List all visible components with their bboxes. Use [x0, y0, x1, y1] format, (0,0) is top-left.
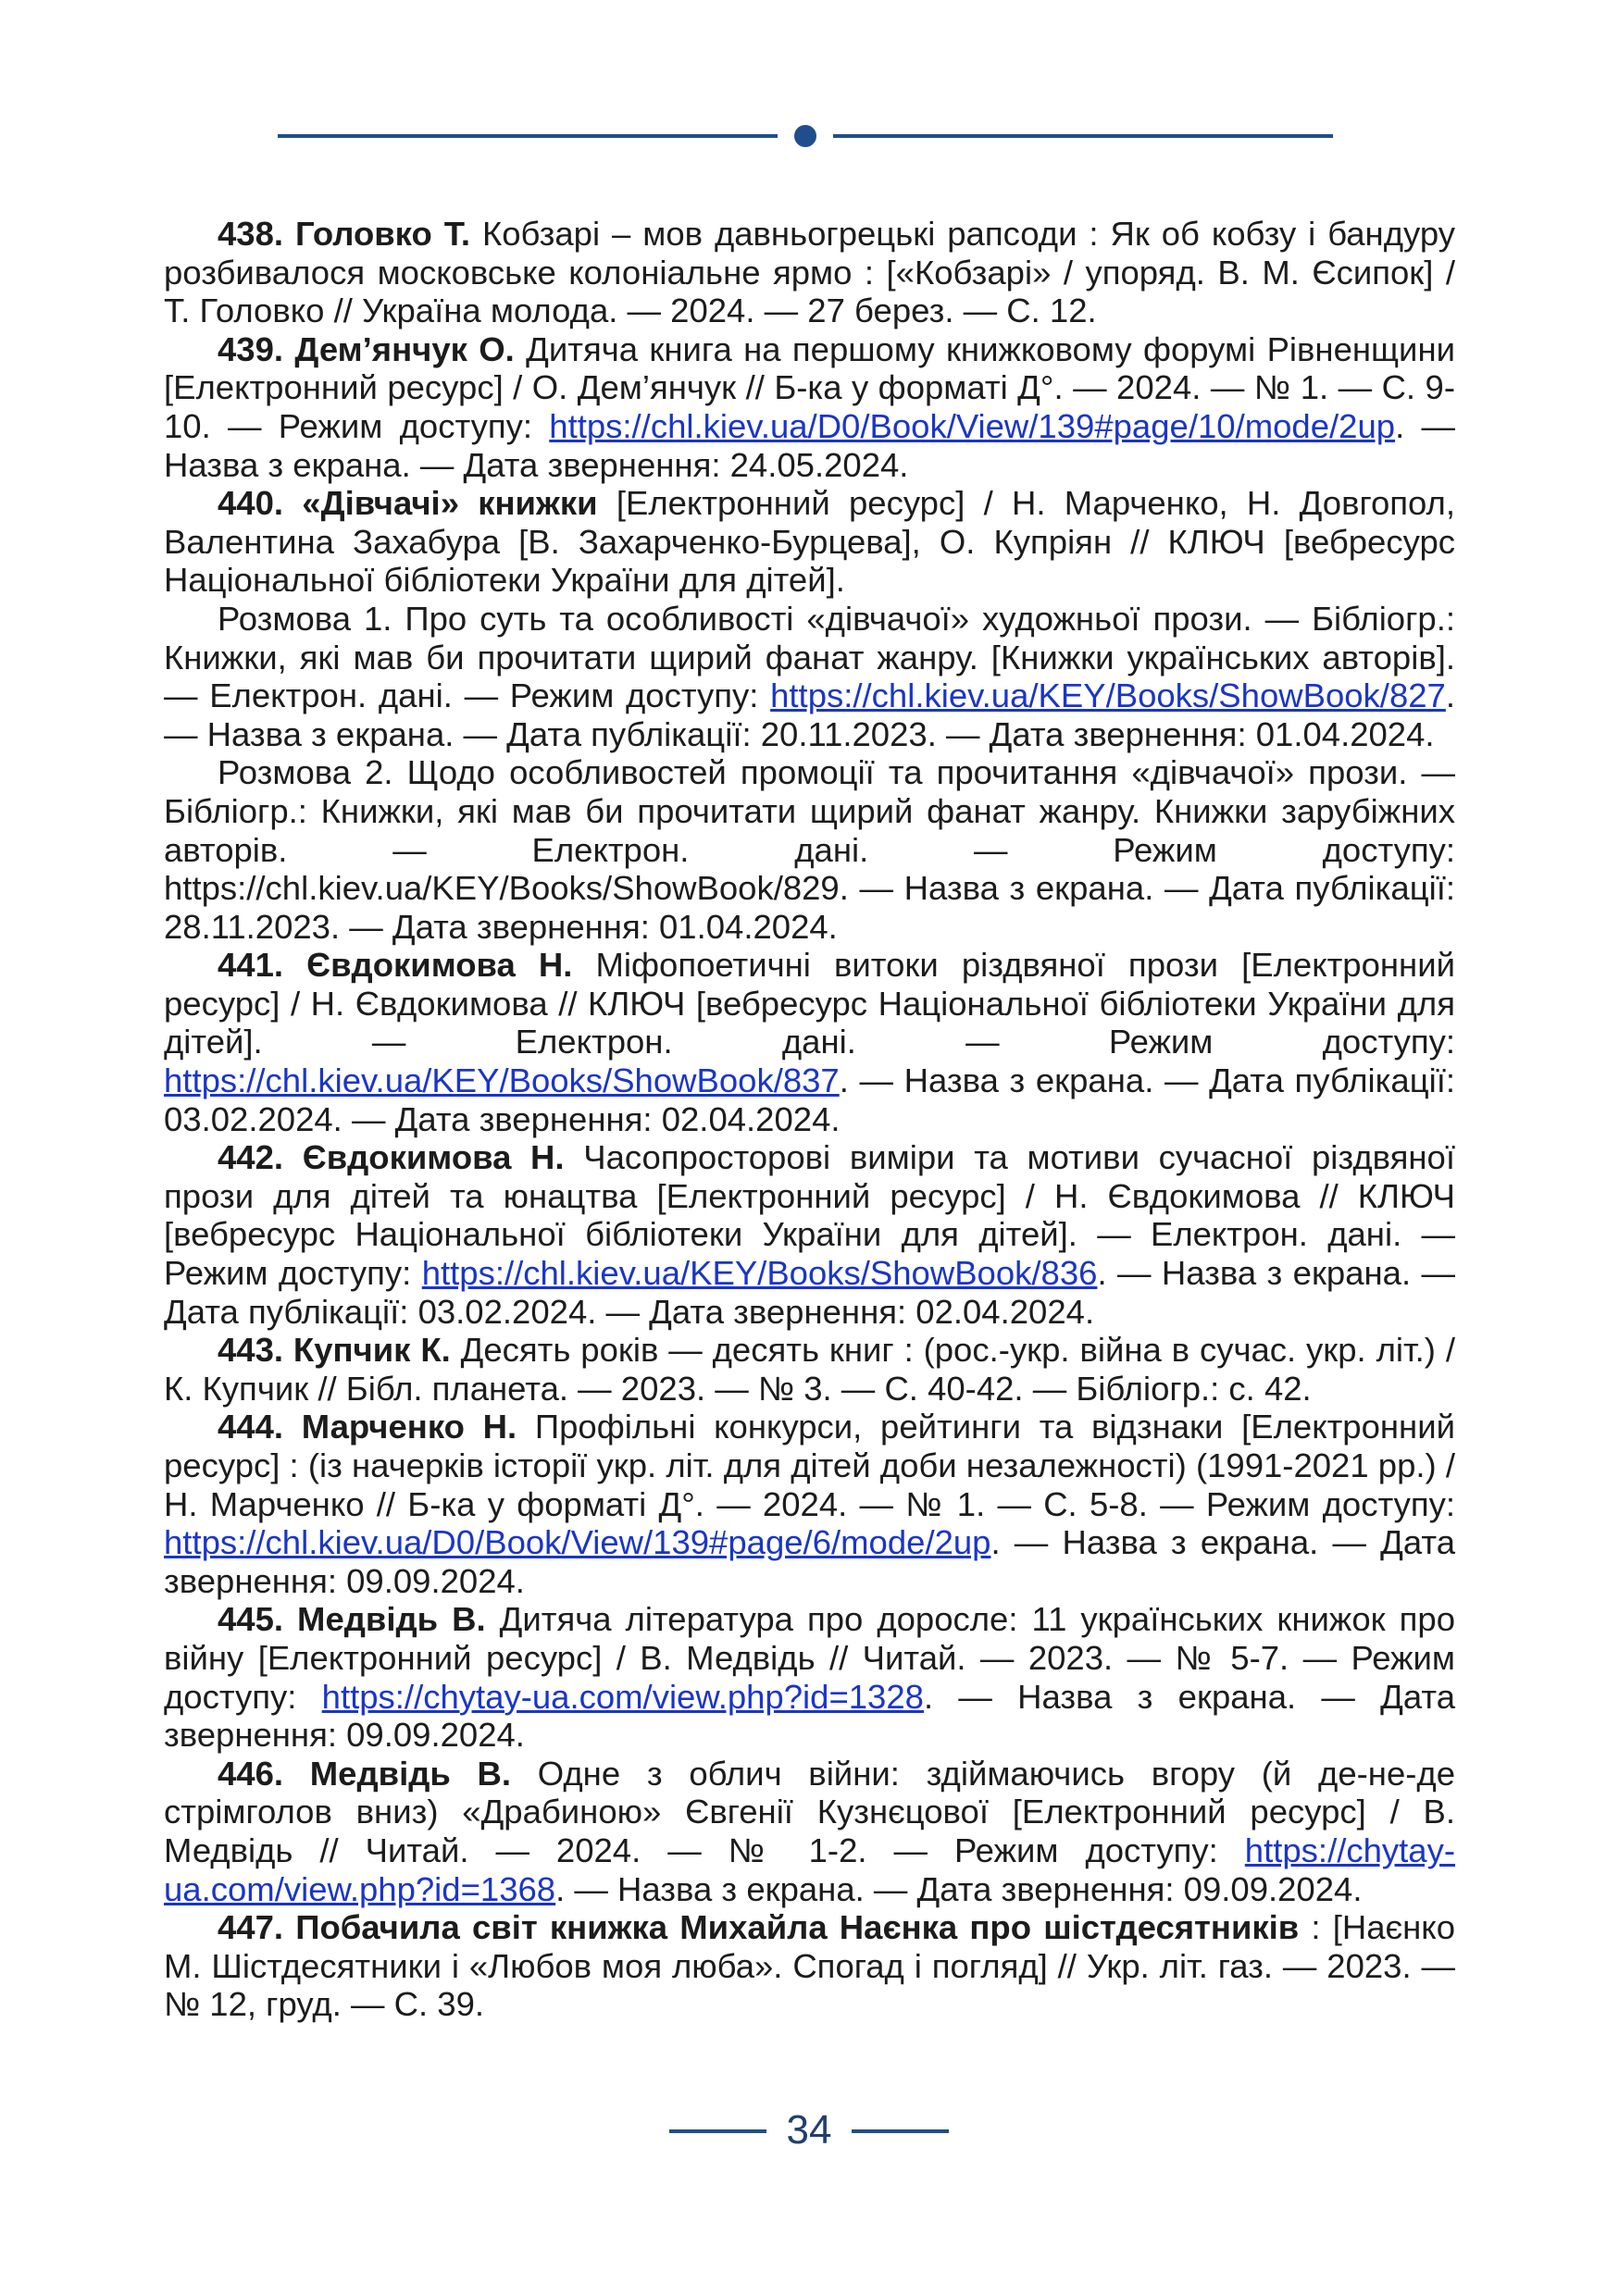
ornament-dot [794, 125, 816, 147]
bibliography-entry [164, 1755, 1455, 1908]
entry-text: Міфопоетичні витоки різдвяної прози [Електронний ресурс] / Н. Євдокимова // КЛЮЧ [вебресурс Національної бібліотеки України для дітей]. — Електрон. дані. — Режим доступу: [164, 946, 1455, 1061]
top-ornament [278, 134, 1333, 138]
entry-text: Кобзарі – мов давньогрецькі рапсоди : Як об кобзу і бандуру розбивалося московське колоніальне ярмо : [«Кобзарі» / упоряд. В. М. Єсипок] / Т. Головко // Україна молода. — 2024. — 27 берез. — С. 12. [164, 215, 1455, 330]
bibliography-entry [164, 1600, 1455, 1754]
entry-text: . — Назва з екрана. — Дата звернення: 09.09.2024. [164, 1523, 1455, 1600]
entry-text: . — Назва з екрана. — Дата звернення: 09.09.2024. [555, 1869, 1363, 1908]
entry-heading: 440. «Дівчачі» книжки [218, 484, 598, 523]
entry-text: Часопросторові виміри та мотиви сучасної різдвяної прози для дітей та юнацтва [Електронний ресурс] / Н. Євдокимова // КЛЮЧ [вебресурс Національної бібліотеки України для дітей]. — Електрон. дані. — Режим доступу: [164, 1138, 1455, 1293]
entry-text: Дитяча книга на першому книжковому форумі Рівненщини [Електронний ресурс] / О. Дем’янчук // Б-ка у форматі Д°. — 2024. — № 1. — С. 9-10. — Режим доступу: [164, 329, 1455, 445]
bibliography-entry [164, 1138, 1455, 1331]
entry-text: Дитяча література про доросле: 11 українських книжок про війну [Електронний ресурс] / В. Медвідь // Читай. — 2023. — № 5-7. — Режим доступу: [164, 1600, 1455, 1716]
page-number: 34 [786, 2107, 832, 2153]
entry-text: Розмова 1. Про суть та особливості «дівчачої» художньої прози. — Бібліогр.: Книжки, які мав би прочитати щирий фанат жанру. [Книжки українських авторів]. — Електрон. дані. — Режим доступу: [164, 599, 1455, 715]
entry-heading: 444. Марченко Н. [218, 1408, 517, 1446]
entry-link[interactable]: https://chytay-ua.com/view.php?id=1328 [321, 1677, 924, 1716]
ornament-line-right [833, 134, 1333, 138]
entry-heading: 442. Євдокимова Н. [218, 1138, 565, 1177]
entry-text: Профільні конкурси, рейтинги та відзнаки [Електронний ресурс] : (із начерків історії укр. літ. для дітей доби незалежності) (1991-2021 рр.) / Н. Марченко // Б-ка у форматі Д°. — 2024. — № 1. — С. 5-8. — Режим доступу: [164, 1408, 1455, 1523]
entry-link[interactable]: https://chytay-ua.com/view.php?id=1368 [164, 1831, 1455, 1908]
page-footer [0, 2103, 1619, 2158]
entry-link[interactable]: https://chl.kiev.ua/D0/Book/View/139#page/6/mode/2up [164, 1523, 991, 1562]
ornament-line-left [278, 134, 778, 138]
entry-heading: 438. Головко Т. [218, 215, 471, 253]
bibliography-entry [164, 484, 1455, 600]
bibliography-entry [164, 753, 1455, 946]
entry-text: . — Назва з екрана. — Дата звернення: 24.05.2024. [164, 406, 1455, 484]
entry-text: . — Назва з екрана. — Дата публікації: 03.02.2024. — Дата звернення: 02.04.2024. [164, 1254, 1455, 1331]
bibliography-entry [164, 1331, 1455, 1408]
entry-text: Одне з облич війни: здіймаючись вгору (й де-не-де стрімголов вниз) «Драбиною» Євгенії Кузнєцової [Електронний ресурс] / В. Медвідь // Читай. — 2024. — № 1-2. — Режим доступу: [164, 1754, 1455, 1869]
footer-line-left [669, 2129, 766, 2133]
entry-link[interactable]: https://chl.kiev.ua/D0/Book/View/139#page/10/mode/2up [549, 406, 1396, 445]
bibliography-entry [164, 1408, 1455, 1600]
entry-text: [Електронний ресурс] / Н. Марченко, Н. Довгопол, Валентина Захабура [В. Захарченко-Бурцева], О. Купріян // КЛЮЧ [вебресурс Національної бібліотеки України для дітей]. [164, 484, 1455, 600]
entry-heading: 446. Медвідь В. [218, 1754, 512, 1793]
entry-text: : [Наєнко М. Шістдесятники і «Любов моя люба». Спогад і погляд] // Укр. літ. газ. — 2023. — № 12, груд. — С. 39. [164, 1908, 1455, 2024]
entry-link[interactable]: https://chl.kiev.ua/KEY/Books/ShowBook/837 [164, 1061, 840, 1100]
entry-heading: 443. Купчик К. [218, 1331, 451, 1370]
entry-text: Розмова 2. Щодо особливостей промоції та прочитання «дівчачої» прози. — Бібліогр.: Книжки, які мав би прочитати щирий фанат жанру. Книжки зарубіжних авторів. — Електрон. дані. — Режим доступу: https://chl.kiev.ua/KEY/Books/ShowBook/829. — Назва з екрана. — Дата публікації: 28.11.2023. — Дата звернення: 01.04.2024. [164, 753, 1455, 946]
bibliography-entry [164, 330, 1455, 484]
bibliography-entry [164, 1908, 1455, 2024]
bibliography-list [164, 215, 1455, 2024]
entry-text: Десять років — десять книг : (рос.-укр. війна в сучас. укр. літ.) / К. Купчик // Бібл. планета. — 2023. — № 3. — С. 40-42. — Бібліогр.: с. 42. [164, 1331, 1455, 1408]
entry-link[interactable]: https://chl.kiev.ua/KEY/Books/ShowBook/836 [421, 1254, 1098, 1293]
entry-heading: 445. Медвідь В. [218, 1600, 486, 1639]
entry-text: . — Назва з екрана. — Дата публікації: 20.11.2023. — Дата звернення: 01.04.2024. [164, 676, 1455, 753]
bibliography-entry [164, 215, 1455, 330]
entry-text: . — Назва з екрана. — Дата публікації: 03.02.2024. — Дата звернення: 02.04.2024. [164, 1061, 1455, 1138]
entry-text: . — Назва з екрана. — Дата звернення: 09.09.2024. [164, 1677, 1455, 1755]
bibliography-entry [164, 600, 1455, 753]
entry-heading: 439. Дем’янчук О. [218, 329, 515, 368]
entry-link[interactable]: https://chl.kiev.ua/KEY/Books/ShowBook/827 [770, 676, 1446, 715]
footer-line-right [852, 2129, 949, 2133]
entry-heading: 447. Побачила світ книжка Михайла Наєнка про шістдесятників [218, 1908, 1300, 1947]
bibliography-entry [164, 946, 1455, 1138]
entry-heading: 441. Євдокимова Н. [218, 946, 573, 985]
